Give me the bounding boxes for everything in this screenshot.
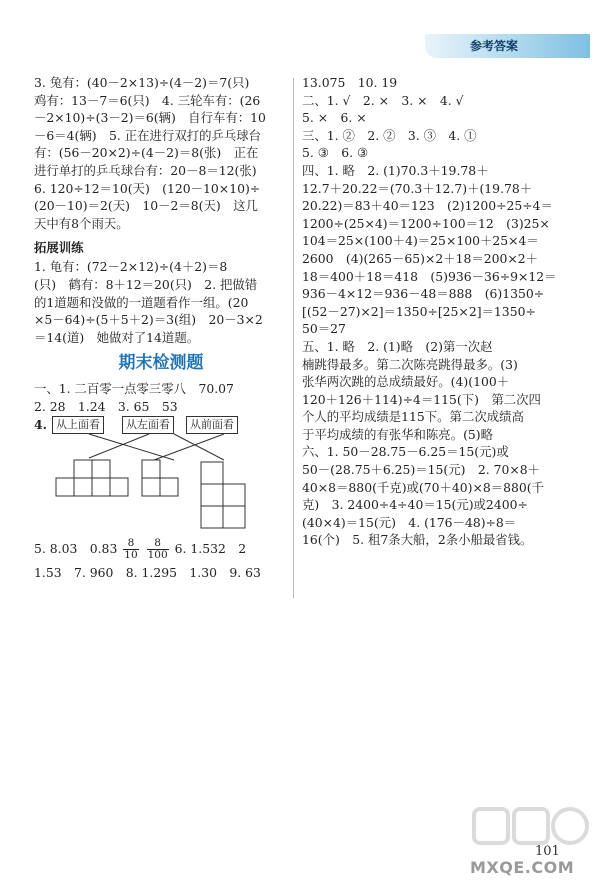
three-views-diagram (34, 416, 288, 534)
column-divider (293, 78, 294, 598)
item-number: 4. (34, 416, 47, 432)
fraction-denominator: 100 (147, 548, 168, 561)
answer-line: 个人的平均成绩是115下。第二次成绩高 (302, 409, 524, 425)
cube-square (110, 478, 128, 496)
header-title: 参考答案 (470, 39, 519, 53)
connector-line (154, 434, 224, 460)
answer-line: 12.7＋20.22＝(70.3＋12.7)＋(19.78＋ (302, 180, 533, 196)
cube-square (201, 506, 223, 528)
answer-line: 有：(56－20×2)÷(4－2)＝8(张) 正在 (34, 145, 259, 161)
answer-line: 进行单打的乒乓球台有：20－8＝12(张) (34, 162, 257, 178)
view-figures (34, 416, 288, 534)
cube-square (92, 460, 110, 478)
answer-line: (20－10)＝2(天) 10－2＝8(天) 这几 (34, 198, 258, 214)
answer-line: 6. 120÷12＝10(天) (120－10×10)÷ (34, 180, 261, 196)
answer-line: 1200÷(25×4)＝1200÷100＝12 (3)25× (302, 215, 550, 231)
answer-line: 张华两次跳的总成绩最好。(4)(100＋ (302, 374, 510, 390)
cube-square (223, 484, 245, 506)
view-label-front: 从前面看 (186, 416, 238, 434)
answer-line: 楠跳得最多。第二次陈亮跳得最多。(3) (302, 356, 518, 372)
view-label-top: 从上面看 (52, 416, 104, 434)
answer-text: 6. 1.532 2 (174, 540, 247, 556)
fraction-numerator: 8 (123, 538, 138, 550)
cube-square (201, 462, 223, 484)
answer-text: 5. 8.03 0.83 (34, 540, 118, 556)
answer-line: 13.075 10. 19 (302, 75, 398, 90)
answer-line: 三、1. ② 2. ② 3. ③ 4. ① (302, 127, 477, 143)
fraction (123, 538, 138, 561)
answer-line: 40×8＝880(千克)或(70＋40)×8＝880(千 (302, 479, 545, 495)
fraction (147, 538, 169, 561)
answer-line: 1.53 7. 960 8. 1.295 1.30 9. 63 (34, 564, 261, 580)
answer-line: 20.22)＝83＋40＝123 (2)1200÷25÷4＝ (302, 198, 553, 214)
cube-square (142, 460, 160, 478)
cube-square (160, 478, 178, 496)
answer-line: 5. × 6. × (302, 110, 367, 126)
answer-line: 1. 龟有：(72－2×12)÷(4＋2)＝8 (34, 259, 228, 275)
connector-line (89, 434, 149, 458)
answer-line: －2×10)÷(3－2)＝6(辆) 自行车有：10 (34, 110, 266, 126)
answer-line: 鸡有：13－7＝6(只) 4. 三轮车有：(26 (34, 92, 261, 108)
answer-line: 四、1. 略 2. (1)70.3＋19.78＋ (302, 162, 489, 178)
answer-line: 50－(28.75＋6.25)＝15(元) 2. 70×8＋ (302, 462, 541, 478)
view-label-left: 从左面看 (122, 416, 174, 434)
answer-line: [(52－27)×2]＝1350÷[25×2]＝1350÷ (302, 303, 536, 319)
fraction-numerator: 8 (147, 538, 169, 550)
section-title: 期末检测题 (118, 353, 204, 374)
answer-line: 120＋126＋114)÷4＝115(下) 第二次四 (302, 391, 541, 407)
cube-square (92, 478, 110, 496)
answer-line: 5. ③ 6. ③ (302, 145, 369, 161)
fraction-denominator: 10 (124, 548, 138, 561)
answer-line: －6＝4(辆) 5. 正在进行双打的乒乓球台 (34, 127, 262, 143)
answer-line-with-fractions (34, 534, 288, 564)
cube-square (74, 460, 92, 478)
answer-line: 16(个) 5. 租7条大船，2条小船最省钱。 (302, 532, 533, 548)
answer-line: 936－4×12＝936－48＝888 (6)1350÷ (302, 286, 545, 302)
right-column (302, 74, 557, 549)
answer-line: (只) 鹤有：8＋12＝20(只) 2. 把做错 (34, 276, 258, 292)
cube-square (56, 478, 74, 496)
answer-line: 50＝27 (302, 321, 346, 337)
cube-square (223, 506, 245, 528)
left-column (34, 74, 288, 581)
answer-line: 一、1. 二百零一点零三零八 70.07 (34, 381, 234, 397)
answer-line: 2600 (4)(265－65)×2＋18＝200×2＋ (302, 250, 539, 266)
answer-line: 克) 3. 2400÷4÷40＝15(元)或2400÷ (302, 497, 528, 513)
answer-line: 的1道题和没做的一道题看作一组。(20 (34, 294, 249, 310)
answer-line: 18＝400＋18＝418 (5)936－36÷9×12＝ (302, 268, 557, 284)
watermark-text: MXQE.COM (470, 858, 575, 877)
page-number: 101 (535, 844, 560, 859)
answer-line: 二、1. √ 2. × 3. × 4. √ (302, 92, 464, 108)
answer-line: 于平均成绩的有张华和陈亮。(5)略 (302, 426, 494, 442)
answer-line: 五、1. 略 2. (1)略 (2)第一次赵 (302, 338, 493, 354)
answer-line: 天中有8个雨天。 (34, 215, 129, 231)
answer-line: 3. 兔有：(40－2×13)÷(4－2)＝7(只) (34, 75, 250, 90)
cube-square (201, 484, 223, 506)
cube-square (142, 478, 160, 496)
answer-line: ×5－64)÷(5＋5＋2)＝3(组) 20－3×2 (34, 312, 263, 328)
answer-line: 六、1. 50－28.75－6.25＝15(元)或 (302, 444, 509, 460)
connector-line (89, 434, 174, 460)
cube-square (74, 478, 92, 496)
answer-line: ＝14(道) 她做对了14道题。 (34, 329, 200, 345)
connector-line (174, 434, 224, 460)
answer-line: 2. 28 1.24 3. 65 53 (34, 398, 178, 414)
answer-line: (40×4)＝15(元) 4. (176－48)÷8＝ (302, 514, 517, 530)
answer-line: 104＝25×(100＋4)＝25×100＋25×4＝ (302, 233, 539, 249)
expansion-heading: 拓展训练 (34, 240, 84, 256)
